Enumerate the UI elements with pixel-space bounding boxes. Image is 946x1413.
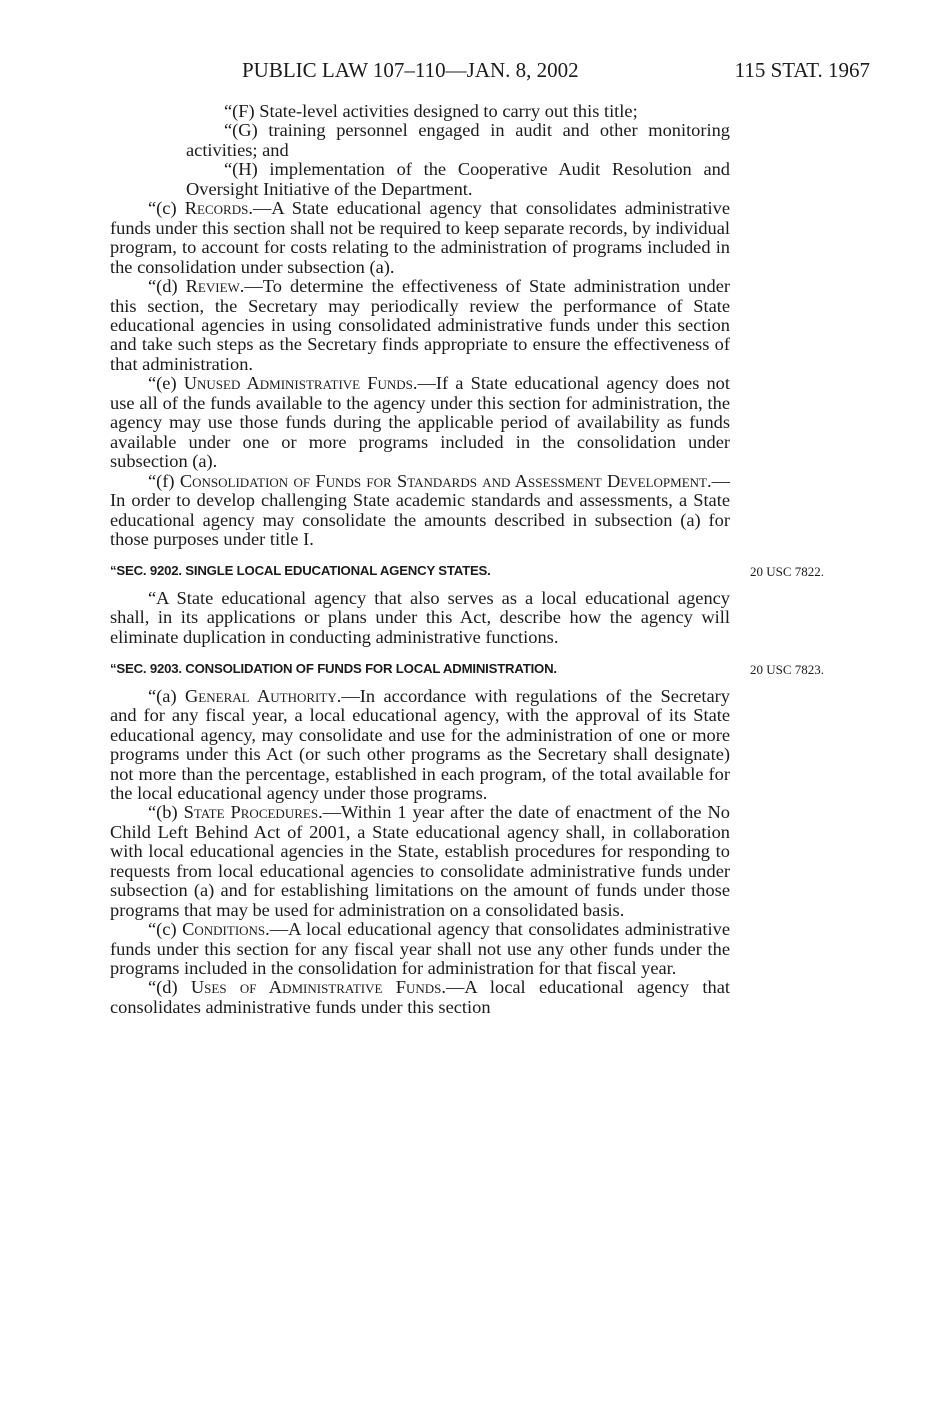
section-9202-title: “SEC. 9202. SINGLE LOCAL EDUCATIONAL AGENCY STATES.: [110, 563, 491, 579]
state-procedures-heading: State Procedures: [183, 802, 319, 823]
paragraph-h-item: “(H) implementation of the Cooperative Audit Resolution and Oversight Initiative of the Department.: [186, 159, 730, 199]
section-9203-d-uses-of-funds: [110, 978, 730, 1017]
header-page-stat: 115 STAT. 1967: [734, 58, 870, 82]
review-heading: Review: [185, 276, 240, 297]
general-authority-text: .—In accordance with regulations of the Secretary and for any fiscal year, a local educational agency, with the approval of its State educational agency, may consolidate and use for the administration of one or more programs under this Act (or such other programs as the Secretary shall designate) not more than the percentage, established in each program, of the total available for the local educational agency under those programs.: [110, 685, 730, 803]
section-9203-c-conditions: [110, 920, 730, 978]
section-9202-heading: [110, 561, 825, 580]
unused-funds-heading: Unused Administrative Funds: [183, 373, 413, 394]
paragraph-e-unused-funds: [110, 374, 730, 471]
review-lead: “(d): [148, 276, 186, 297]
state-procedures-text: .—Within 1 year after the date of enactment of the No Child Left Behind Act of 2001, a State educational agency shall, in collaboration with local educational agencies in the State, establish procedures for responding to requests from local educational agencies to consolidate administrative funds under subsection (a) and for establishing limitations on the amount of funds under those programs that may be used for administration on a consolidated basis.: [110, 802, 730, 920]
conditions-lead: “(c): [148, 919, 183, 940]
running-header: [110, 58, 870, 88]
section-9202-text: “A State educational agency that also serves as a local educational agency shall, in its applications or plans under this Act, describe how the agency will eliminate duplication in conducting administrative functions.: [110, 587, 730, 647]
document-body: [110, 101, 825, 1017]
uses-of-funds-lead: “(d): [148, 977, 191, 998]
uses-of-funds-heading: Uses of Administrative Funds: [190, 977, 442, 998]
paragraph-d-review: [110, 277, 730, 374]
section-9203-title: “SEC. 9203. CONSOLIDATION OF FUNDS FOR LOCAL ADMINISTRATION.: [110, 661, 557, 677]
conditions-text: .—A local educational agency that consolidates administrative funds under this section for any fiscal year shall not use any other funds under the programs included in the consolidation for administration for that fiscal year.: [110, 919, 730, 979]
paragraph-f-item: “(F) State-level activities designed to carry out this title;: [224, 101, 638, 121]
paragraph-f-consolidation: [110, 472, 730, 550]
uses-of-funds-text: .—A local educational agency that consolidates administrative funds under this section: [110, 977, 730, 1017]
state-procedures-lead: “(b): [148, 802, 184, 823]
section-9203-a-general-authority: [110, 687, 730, 804]
section-9203-usc-note: 20 USC 7823.: [750, 662, 825, 678]
records-heading: Records: [184, 198, 249, 219]
header-citation: PUBLIC LAW 107–110—JAN. 8, 2002: [242, 58, 579, 82]
section-9203-heading: [110, 659, 825, 678]
records-text: .—A State educational agency that consolidates administrative funds under this section shall not be required to keep separate records, by individual program, to account for costs relating to the administration of programs included in the consolidation under subsection (a).: [110, 198, 730, 277]
consolidation-text: .—In order to develop challenging State academic standards and assessments, a State educational agency may consolidate the amounts described in subsection (a) for those purposes under title I.: [110, 470, 730, 549]
conditions-heading: Conditions: [182, 919, 266, 940]
records-lead: “(c): [148, 198, 185, 219]
section-9203-b-state-procedures: [110, 803, 730, 920]
general-authority-lead: “(a): [148, 685, 186, 706]
consolidation-heading: Consolidation of Funds for Standards and Assessment Development: [179, 470, 707, 491]
general-authority-heading: General Authority: [185, 685, 337, 706]
consolidation-lead: “(f): [148, 470, 180, 491]
review-text: .—To determine the effectiveness of State administration under this section, the Secretary may periodically review the performance of State educational agencies in using consolidated administrative funds under this section and take such steps as the Secretary finds appropriate to ensure the effectiveness of that administration.: [110, 276, 730, 374]
paragraph-g-item: “(G) training personnel engaged in audit and other monitoring activities; and: [186, 120, 730, 160]
unused-funds-lead: “(e): [148, 373, 184, 394]
section-9202-usc-note: 20 USC 7822.: [750, 564, 825, 580]
unused-funds-text: .—If a State educational agency does not use all of the funds available to the agency under this section for administration, the agency may use those funds during the applicable period of availability as funds available under one or more programs included in the consolidation under subsection (a).: [110, 373, 730, 472]
paragraph-c-records: [110, 199, 730, 277]
